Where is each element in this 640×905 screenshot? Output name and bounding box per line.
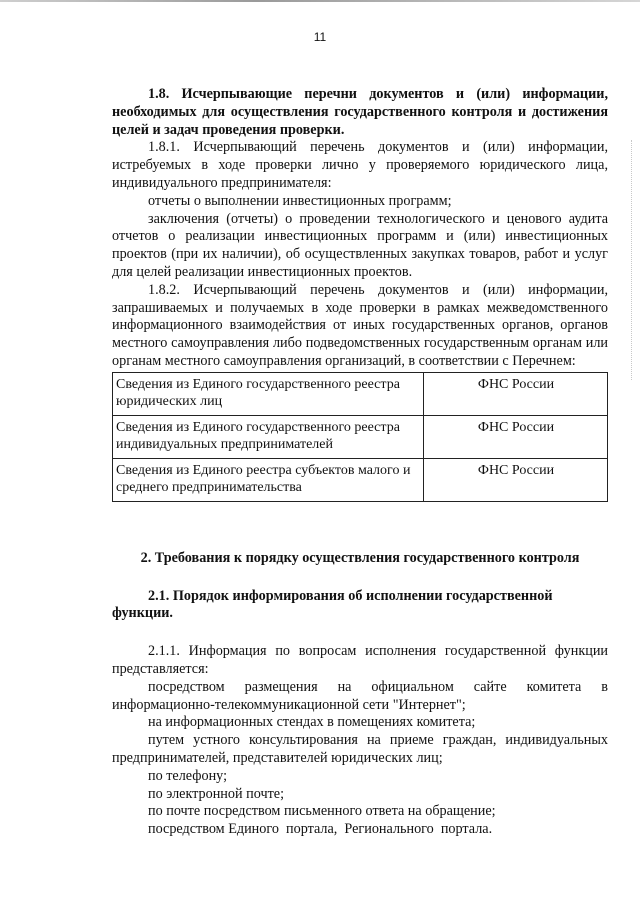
list-item-audit-conclusions: заключения (отчеты) о проведении технологического и ценового аудита отчетов о реализации инвестиционных программ и (или) инвестиционных проектов (при их наличии), об осуществленных закупках товаров, работ и услуг для целей реализации инвестиционных проектов. [112,210,608,280]
section-2-1-heading: 2.1. Порядок информирования об исполнении государственной функции. [112,587,553,622]
page-number: 11 [313,30,327,44]
list-item: посредством Единого портала, Регионального портала. [148,821,493,838]
list-item-reports: отчеты о выполнении инвестиционных программ; [148,192,452,209]
paragraph-1-8-2: 1.8.2. Исчерпывающий перечень документов и (или) информации, запрашиваемых и получаемых в ходе проверки в рамках межведомственного информационного взаимодействия от иных государственных органов, органов местного самоуправления либо подведомственных государственным органам или органам местного самоуправления организаций, в соответствии с Перечнем: [112,281,608,369]
interagency-documents-table [112,372,608,502]
table-row [113,415,608,458]
table-cell-agency: ФНС России [424,458,608,501]
list-item: по почте посредством письменного ответа на обращение; [148,803,496,820]
table-cell-agency: ФНС России [424,372,608,415]
scan-right-edge-marks [631,140,634,380]
paragraph-1-8-1: 1.8.1. Исчерпывающий перечень документов и (или) информации, истребуемых в ходе проверки лично у проверяемого юридического лица, индивидуального предпринимателя: [112,139,608,191]
list-item: путем устного консультирования на приеме граждан, индивидуальных предпринимателей, представителей юридических лиц; [112,732,608,766]
list-item: по телефону; [148,767,228,784]
table-row [113,372,608,415]
list-item: на информационных стендах в помещениях комитета; [148,714,476,731]
paragraph-2-1-1: 2.1.1. Информация по вопросам исполнения государственной функции представляется: [112,643,608,677]
section-2-heading: 2. Требования к порядку осуществления государственного контроля [140,549,580,566]
table-cell-agency: ФНС России [424,415,608,458]
document-body [112,86,608,839]
table-cell-info: Сведения из Единого государственного реестра юридических лиц [113,372,424,415]
scan-top-edge [0,0,640,2]
table-cell-info: Сведения из Единого реестра субъектов малого и среднего предпринимательства [113,458,424,501]
list-item: по электронной почте; [148,785,285,802]
list-item: посредством размещения на официальном сайте комитета в информационно-телекоммуникационной сети "Интернет"; [112,678,608,713]
table-row [113,458,608,501]
section-1-8-heading: 1.8. Исчерпывающие перечни документов и (или) информации, необходимых для осуществления государственного контроля и достижения целей и задач проведения проверки. [112,86,608,138]
table-cell-info: Сведения из Единого государственного реестра индивидуальных предпринимателей [113,415,424,458]
